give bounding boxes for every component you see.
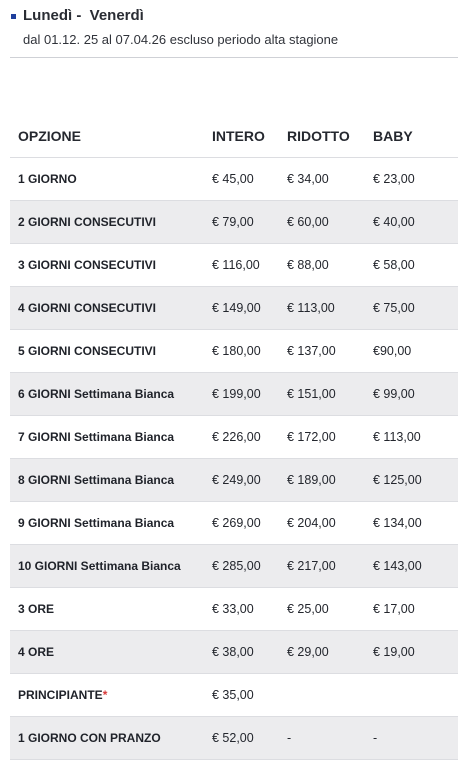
option-label: 3 ORE <box>18 602 55 616</box>
option-cell <box>10 588 204 631</box>
price-intero-cell: € 249,00 <box>204 459 279 502</box>
option-cell <box>10 674 204 717</box>
price-ridotto-cell: € 88,00 <box>279 244 365 287</box>
table-row <box>10 502 458 545</box>
price-baby-cell: € 19,00 <box>365 631 458 674</box>
option-label: 4 ORE <box>18 645 55 659</box>
price-intero-cell: € 33,00 <box>204 588 279 631</box>
period-subtitle: dal 01.12. 25 al 07.04.26 escluso periodo alta stagione <box>23 32 339 47</box>
price-ridotto-cell: € 189,00 <box>279 459 365 502</box>
price-intero-cell: € 285,00 <box>204 545 279 588</box>
period-title: Lunedì - Venerdì <box>23 7 144 24</box>
table-row <box>10 674 458 717</box>
price-intero-cell: € 199,00 <box>204 373 279 416</box>
option-cell <box>10 717 204 760</box>
price-baby-cell: € 99,00 <box>365 373 458 416</box>
price-baby-cell: € 75,00 <box>365 287 458 330</box>
price-baby-cell: € 143,00 <box>365 545 458 588</box>
price-baby-cell: € 40,00 <box>365 201 458 244</box>
price-baby-cell: € 58,00 <box>365 244 458 287</box>
table-row <box>10 330 458 373</box>
price-ridotto-cell: € 204,00 <box>279 502 365 545</box>
price-intero-cell: € 79,00 <box>204 201 279 244</box>
option-cell <box>10 545 204 588</box>
price-baby-cell: € 23,00 <box>365 158 458 201</box>
option-label: 3 GIORNI CONSECUTIVI <box>18 258 157 272</box>
option-cell <box>10 416 204 459</box>
option-cell <box>10 373 204 416</box>
price-baby-cell: €90,00 <box>365 330 458 373</box>
option-label: 7 GIORNI Settimana Bianca <box>18 430 175 444</box>
required-asterisk: * <box>102 688 108 702</box>
price-ridotto-cell: € 217,00 <box>279 545 365 588</box>
option-label: 9 GIORNI Settimana Bianca <box>18 516 175 530</box>
option-cell <box>10 287 204 330</box>
bullet-square-icon <box>11 14 16 19</box>
option-cell <box>10 502 204 545</box>
price-ridotto-cell: - <box>279 717 365 760</box>
option-label: 10 GIORNI Settimana Bianca <box>18 559 181 573</box>
table-row <box>10 158 458 201</box>
price-ridotto-cell: € 25,00 <box>279 588 365 631</box>
option-cell <box>10 244 204 287</box>
column-header-opzione: OPZIONE <box>10 114 204 158</box>
price-ridotto-cell: € 113,00 <box>279 287 365 330</box>
option-cell <box>10 330 204 373</box>
price-ridotto-cell: € 151,00 <box>279 373 365 416</box>
price-table <box>10 114 458 760</box>
table-row <box>10 201 458 244</box>
price-baby-cell <box>365 674 458 717</box>
price-baby-cell: € 17,00 <box>365 588 458 631</box>
price-baby-cell: € 113,00 <box>365 416 458 459</box>
price-ridotto-cell: € 172,00 <box>279 416 365 459</box>
table-header-row <box>10 114 458 158</box>
price-intero-cell: € 35,00 <box>204 674 279 717</box>
price-intero-cell: € 226,00 <box>204 416 279 459</box>
option-label: 2 GIORNI CONSECUTIVI <box>18 215 157 229</box>
option-label: 8 GIORNI Settimana Bianca <box>18 473 175 487</box>
column-header-baby: BABY <box>365 114 458 158</box>
price-intero-cell: € 52,00 <box>204 717 279 760</box>
price-intero-cell: € 149,00 <box>204 287 279 330</box>
column-header-ridotto: RIDOTTO <box>279 114 365 158</box>
option-label: PRINCIPIANTE <box>18 688 103 702</box>
table-row <box>10 459 458 502</box>
price-intero-cell: € 116,00 <box>204 244 279 287</box>
table-row <box>10 287 458 330</box>
price-baby-cell: € 125,00 <box>365 459 458 502</box>
table-row <box>10 588 458 631</box>
table-row <box>10 717 458 760</box>
price-ridotto-cell: € 137,00 <box>279 330 365 373</box>
price-ridotto-cell <box>279 674 365 717</box>
option-label: 1 GIORNO CON PRANZO <box>18 731 161 745</box>
column-header-intero: INTERO <box>204 114 279 158</box>
table-row <box>10 416 458 459</box>
period-header <box>10 0 458 58</box>
option-cell <box>10 631 204 674</box>
option-cell <box>10 201 204 244</box>
option-label: 1 GIORNO <box>18 172 77 186</box>
option-label: 5 GIORNI CONSECUTIVI <box>18 344 157 358</box>
price-intero-cell: € 45,00 <box>204 158 279 201</box>
option-label: 6 GIORNI Settimana Bianca <box>18 387 175 401</box>
price-ridotto-cell: € 60,00 <box>279 201 365 244</box>
table-row <box>10 244 458 287</box>
option-cell <box>10 158 204 201</box>
table-row <box>10 545 458 588</box>
table-row <box>10 373 458 416</box>
table-row <box>10 631 458 674</box>
option-cell <box>10 459 204 502</box>
price-baby-cell: - <box>365 717 458 760</box>
price-intero-cell: € 38,00 <box>204 631 279 674</box>
option-label: 4 GIORNI CONSECUTIVI <box>18 301 157 315</box>
price-baby-cell: € 134,00 <box>365 502 458 545</box>
price-intero-cell: € 269,00 <box>204 502 279 545</box>
price-table-body <box>10 158 458 760</box>
price-intero-cell: € 180,00 <box>204 330 279 373</box>
price-ridotto-cell: € 29,00 <box>279 631 365 674</box>
price-ridotto-cell: € 34,00 <box>279 158 365 201</box>
